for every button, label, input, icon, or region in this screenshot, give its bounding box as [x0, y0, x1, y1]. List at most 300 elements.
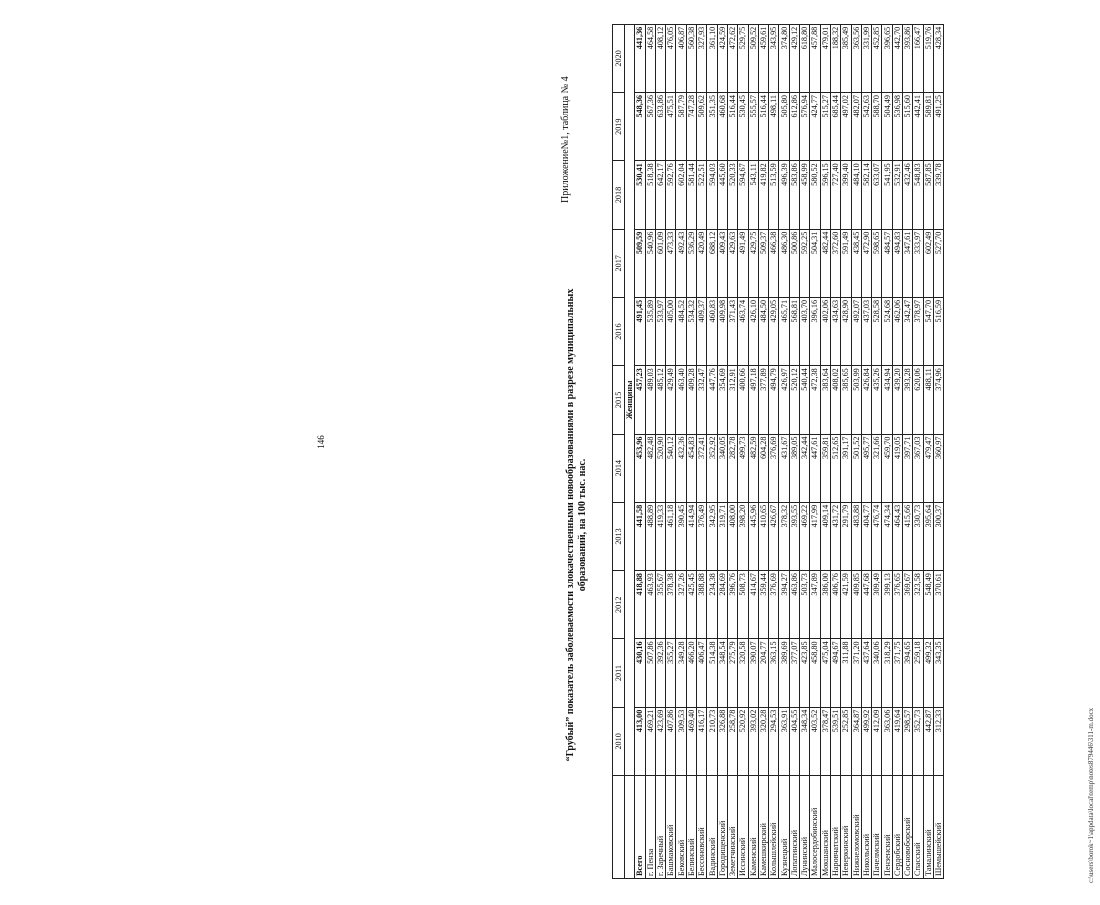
value-cell: 420,49	[697, 229, 707, 297]
table-row	[913, 24, 923, 878]
value-cell: 429,05	[769, 297, 779, 365]
value-cell: 403,52	[810, 707, 820, 775]
value-cell: 747,28	[686, 93, 696, 161]
value-cell: 402,06	[820, 297, 830, 365]
value-cell: 547,70	[923, 297, 933, 365]
value-cell: 533,97	[655, 297, 665, 365]
value-cell: 406,76	[830, 571, 840, 639]
header-blank-cell	[613, 776, 625, 879]
value-cell: 424,59	[717, 24, 727, 92]
table-row	[758, 24, 768, 878]
value-cell: 363,56	[851, 24, 861, 92]
value-cell: 441,58	[635, 502, 645, 570]
value-cell: 421,59	[841, 571, 851, 639]
value-cell: 354,69	[717, 366, 727, 434]
value-cell: 484,52	[676, 297, 686, 365]
value-cell: 548,36	[635, 93, 645, 161]
value-cell: 460,68	[717, 93, 727, 161]
value-cell: 528,58	[872, 297, 882, 365]
value-cell: 431,67	[779, 434, 789, 502]
table-row	[851, 24, 861, 878]
value-cell: 404,77	[861, 502, 871, 570]
value-cell: 447,61	[810, 434, 820, 502]
value-cell: 469,40	[686, 707, 696, 775]
value-cell: 405,00	[666, 297, 676, 365]
value-cell: 520,33	[727, 161, 737, 229]
value-cell: 383,64	[820, 366, 830, 434]
value-cell: 445,60	[717, 161, 727, 229]
value-cell: 445,96	[748, 502, 758, 570]
value-cell: 371,20	[851, 639, 861, 707]
value-cell: 530,41	[635, 161, 645, 229]
value-cell: 166,47	[913, 24, 923, 92]
value-cell: 592,25	[800, 229, 810, 297]
value-cell: 419,05	[892, 434, 902, 502]
value-cell: 426,67	[769, 502, 779, 570]
value-cell: 529,75	[738, 24, 748, 92]
value-cell: 394,27	[779, 571, 789, 639]
value-cell: 507,86	[645, 639, 655, 707]
value-cell: 439,20	[892, 366, 902, 434]
value-cell: 431,72	[830, 502, 840, 570]
row-name: Лопатинский	[789, 776, 799, 879]
value-cell: 601,09	[655, 229, 665, 297]
value-cell: 520,90	[655, 434, 665, 502]
value-cell: 464,58	[645, 24, 655, 92]
value-cell: 327,26	[676, 571, 686, 639]
value-cell: 474,34	[882, 502, 892, 570]
value-cell: 204,77	[758, 639, 768, 707]
value-cell: 485,12	[655, 366, 665, 434]
value-cell: 536,29	[686, 229, 696, 297]
value-cell: 482,44	[820, 229, 830, 297]
value-cell: 442,41	[913, 93, 923, 161]
row-name: Колышлейский	[769, 776, 779, 879]
table-row	[655, 24, 665, 878]
value-cell: 376,65	[892, 571, 902, 639]
value-cell: 498,11	[769, 93, 779, 161]
value-cell: 428,90	[841, 297, 851, 365]
value-cell: 592,76	[666, 161, 676, 229]
value-cell: 540,44	[800, 366, 810, 434]
row-name: Башмаковский	[666, 776, 676, 879]
year-header: 2012	[613, 571, 625, 639]
value-cell: 377,89	[758, 366, 768, 434]
value-cell: 371,75	[892, 639, 902, 707]
value-cell: 479,01	[820, 24, 830, 92]
value-cell: 409,85	[851, 571, 861, 639]
table-row	[841, 24, 851, 878]
value-cell: 514,38	[707, 639, 717, 707]
value-cell: 508,73	[738, 571, 748, 639]
value-cell: 417,99	[810, 502, 820, 570]
value-cell: 497,18	[748, 366, 758, 434]
value-cell: 540,12	[666, 434, 676, 502]
value-cell: 454,83	[686, 434, 696, 502]
value-cell: 425,45	[686, 571, 696, 639]
value-cell: 210,73	[707, 707, 717, 775]
value-cell: 378,47	[820, 707, 830, 775]
value-cell: 542,63	[861, 93, 871, 161]
value-cell: 486,30	[779, 229, 789, 297]
row-name: Камешкирский	[758, 776, 768, 879]
table-header-row	[613, 24, 625, 878]
value-cell: 469,21	[645, 707, 655, 775]
value-cell: 473,33	[666, 229, 676, 297]
value-cell: 519,76	[923, 24, 933, 92]
value-cell: 364,87	[851, 707, 861, 775]
value-cell: 532,91	[892, 161, 902, 229]
value-cell: 340,06	[872, 639, 882, 707]
year-header: 2019	[613, 93, 625, 161]
value-cell: 594,03	[707, 161, 717, 229]
table-row	[820, 24, 830, 878]
value-cell: 319,71	[717, 502, 727, 570]
value-cell: 399,40	[841, 161, 851, 229]
year-header: 2020	[613, 24, 625, 92]
value-cell: 291,79	[841, 502, 851, 570]
value-cell: 461,18	[666, 502, 676, 570]
row-name: Земетчинский	[727, 776, 737, 879]
value-cell: 612,86	[789, 93, 799, 161]
value-cell: 403,70	[800, 297, 810, 365]
value-cell: 509,59	[635, 229, 645, 297]
row-name: Каменский	[748, 776, 758, 879]
value-cell: 393,55	[789, 502, 799, 570]
table-row	[707, 24, 717, 878]
row-name: Кузнецкий	[779, 776, 789, 879]
table-body	[625, 24, 944, 878]
value-cell: 492,43	[676, 229, 686, 297]
table-row	[717, 24, 727, 878]
table-row	[779, 24, 789, 878]
table-row	[872, 24, 882, 878]
value-cell: 428,34	[933, 24, 943, 92]
row-name: Сосновоборский	[903, 776, 913, 879]
value-cell: 400,66	[738, 366, 748, 434]
value-cell: 685,44	[830, 93, 840, 161]
value-cell: 516,44	[758, 93, 768, 161]
morbidity-table	[612, 24, 944, 879]
value-cell: 378,97	[913, 297, 923, 365]
value-cell: 349,28	[676, 639, 686, 707]
value-cell: 378,38	[666, 571, 676, 639]
table-row	[676, 24, 686, 878]
value-cell: 582,14	[861, 161, 871, 229]
value-cell: 567,36	[645, 93, 655, 161]
value-cell: 409,14	[820, 502, 830, 570]
value-cell: 505,80	[779, 93, 789, 161]
table-row	[861, 24, 871, 878]
section-blank-cell	[625, 776, 635, 879]
value-cell: 434,94	[882, 366, 892, 434]
value-cell: 488,89	[645, 502, 655, 570]
year-header: 2018	[613, 161, 625, 229]
value-cell: 339,78	[933, 161, 943, 229]
value-cell: 476,05	[666, 24, 676, 92]
value-cell: 516,44	[727, 93, 737, 161]
value-cell: 484,50	[758, 297, 768, 365]
value-cell: 309,53	[676, 707, 686, 775]
year-header: 2010	[613, 707, 625, 775]
value-cell: 363,91	[779, 707, 789, 775]
value-cell: 494,67	[830, 639, 840, 707]
table-row	[903, 24, 913, 878]
value-cell: 583,86	[789, 161, 799, 229]
value-cell: 388,88	[697, 571, 707, 639]
row-name: г. Заречный	[655, 776, 665, 879]
value-cell: 475,04	[820, 639, 830, 707]
value-cell: 496,39	[779, 161, 789, 229]
value-cell: 548,49	[923, 571, 933, 639]
value-cell: 332,47	[697, 366, 707, 434]
value-cell: 463,86	[789, 571, 799, 639]
value-cell: 367,03	[913, 434, 923, 502]
value-cell: 515,60	[903, 93, 913, 161]
value-cell: 457,88	[810, 24, 820, 92]
value-cell: 435,26	[872, 366, 882, 434]
year-header: 2017	[613, 229, 625, 297]
value-cell: 460,83	[707, 297, 717, 365]
value-cell: 688,12	[707, 229, 717, 297]
value-cell: 386,00	[820, 571, 830, 639]
value-cell: 392,36	[655, 639, 665, 707]
table-row	[810, 24, 820, 878]
value-cell: 419,33	[655, 502, 665, 570]
value-cell: 520,12	[789, 366, 799, 434]
value-cell: 391,17	[841, 434, 851, 502]
value-cell: 598,65	[872, 229, 882, 297]
value-cell: 408,02	[830, 366, 840, 434]
value-cell: 413,00	[635, 707, 645, 775]
value-cell: 482,07	[851, 93, 861, 161]
value-cell: 509,62	[697, 93, 707, 161]
value-cell: 503,73	[800, 571, 810, 639]
value-cell: 359,81	[820, 434, 830, 502]
value-cell: 604,28	[758, 434, 768, 502]
value-cell: 489,03	[645, 366, 655, 434]
value-cell: 441,36	[635, 24, 645, 92]
value-cell: 587,85	[923, 161, 933, 229]
value-cell: 409,98	[717, 297, 727, 365]
value-cell: 484,10	[851, 161, 861, 229]
value-cell: 482,59	[748, 434, 758, 502]
value-cell: 259,18	[913, 639, 923, 707]
value-cell: 472,90	[861, 229, 871, 297]
table-row	[769, 24, 779, 878]
value-cell: 423,69	[655, 707, 665, 775]
value-cell: 437,03	[861, 297, 871, 365]
value-cell: 535,89	[645, 297, 655, 365]
value-cell: 479,47	[923, 434, 933, 502]
value-cell: 343,35	[933, 639, 943, 707]
value-cell: 371,43	[727, 297, 737, 365]
value-cell: 369,67	[903, 571, 913, 639]
value-cell: 530,45	[738, 93, 748, 161]
row-name: Мокшанский	[820, 776, 830, 879]
value-cell: 320,28	[758, 707, 768, 775]
value-cell: 581,44	[686, 161, 696, 229]
value-cell: 596,15	[820, 161, 830, 229]
table-title: “Грубый” показатель заболеваемости злокачественными новообразованиями в разрезе муниципальных образований, на 100 тыс. нас.	[565, 288, 588, 762]
value-cell: 458,99	[800, 161, 810, 229]
value-cell: 311,88	[841, 639, 851, 707]
value-cell: 234,38	[707, 571, 717, 639]
table-row	[748, 24, 758, 878]
value-cell: 518,38	[645, 161, 655, 229]
value-cell: 389,69	[779, 639, 789, 707]
value-cell: 323,58	[913, 571, 923, 639]
value-cell: 588,70	[872, 93, 882, 161]
year-header: 2014	[613, 434, 625, 502]
value-cell: 494,83	[892, 229, 902, 297]
value-cell: 504,31	[810, 229, 820, 297]
value-cell: 396,76	[727, 571, 737, 639]
value-cell: 414,67	[748, 571, 758, 639]
value-cell: 500,86	[789, 229, 799, 297]
value-cell: 501,52	[851, 434, 861, 502]
value-cell: 410,65	[758, 502, 768, 570]
value-cell: 432,46	[903, 161, 913, 229]
value-cell: 415,66	[903, 502, 913, 570]
row-name: Малосердобинский	[810, 776, 820, 879]
value-cell: 342,47	[903, 297, 913, 365]
row-name: Спасский	[913, 776, 923, 879]
row-name: Наровчатский	[830, 776, 840, 879]
value-cell: 475,51	[666, 93, 676, 161]
table-row	[697, 24, 707, 878]
value-cell: 419,82	[758, 161, 768, 229]
year-header: 2016	[613, 297, 625, 365]
value-cell: 543,11	[748, 161, 758, 229]
value-cell: 363,06	[882, 707, 892, 775]
value-cell: 393,86	[903, 24, 913, 92]
file-path: c:\users\borok~1\appdata\local\temp\notes879446\311-m.docx	[1087, 707, 1095, 883]
value-cell: 398,20	[738, 502, 748, 570]
value-cell: 294,53	[769, 707, 779, 775]
value-cell: 355,67	[655, 571, 665, 639]
row-name: Шемышейский	[933, 776, 943, 879]
value-cell: 509,52	[748, 24, 758, 92]
value-cell: 589,81	[923, 93, 933, 161]
value-cell: 408,00	[727, 502, 737, 570]
value-cell: 347,61	[903, 229, 913, 297]
value-cell: 342,95	[707, 502, 717, 570]
value-cell: 327,93	[697, 24, 707, 92]
value-cell: 418,88	[635, 571, 645, 639]
value-cell: 390,45	[676, 502, 686, 570]
page-number: 146	[315, 435, 326, 449]
value-cell: 434,63	[830, 297, 840, 365]
value-cell: 426,84	[861, 366, 871, 434]
table-row	[686, 24, 696, 878]
value-cell: 524,68	[882, 297, 892, 365]
row-name: Вадинский	[707, 776, 717, 879]
value-cell: 404,55	[789, 707, 799, 775]
value-cell: 282,78	[727, 434, 737, 502]
value-cell: 462,06	[892, 297, 902, 365]
table-row	[882, 24, 892, 878]
value-cell: 429,63	[727, 229, 737, 297]
value-cell: 522,51	[697, 161, 707, 229]
value-cell: 408,12	[655, 24, 665, 92]
value-cell: 363,15	[769, 639, 779, 707]
value-cell: 488,11	[923, 366, 933, 434]
value-cell: 568,81	[789, 297, 799, 365]
value-cell: 727,40	[830, 161, 840, 229]
value-cell: 438,45	[851, 229, 861, 297]
value-cell: 430,16	[635, 639, 645, 707]
value-cell: 340,05	[717, 434, 727, 502]
value-cell: 407,86	[666, 707, 676, 775]
row-name: Лунинский	[800, 776, 810, 879]
value-cell: 536,98	[892, 93, 902, 161]
value-cell: 326,88	[717, 707, 727, 775]
rotated-page-content	[560, 3, 1100, 893]
value-cell: 374,80	[779, 24, 789, 92]
row-name: Нижнеломовский	[851, 776, 861, 879]
value-cell: 312,33	[933, 707, 943, 775]
value-cell: 321,66	[872, 434, 882, 502]
value-cell: 396,65	[882, 24, 892, 92]
value-cell: 343,95	[769, 24, 779, 92]
value-cell: 620,06	[913, 366, 923, 434]
value-cell: 320,58	[738, 639, 748, 707]
value-cell: 312,91	[727, 366, 737, 434]
value-cell: 309,49	[872, 571, 882, 639]
value-cell: 442,70	[892, 24, 902, 92]
value-cell: 396,16	[810, 297, 820, 365]
row-name: Никольский	[861, 776, 871, 879]
value-cell: 580,52	[810, 161, 820, 229]
value-cell: 466,38	[769, 229, 779, 297]
value-cell: 463,40	[676, 366, 686, 434]
value-cell: 348,54	[717, 639, 727, 707]
value-cell: 459,70	[882, 434, 892, 502]
value-cell: 300,37	[933, 502, 943, 570]
value-cell: 424,77	[810, 93, 820, 161]
value-cell: 458,80	[810, 639, 820, 707]
value-cell: 483,88	[851, 502, 861, 570]
value-cell: 352,92	[707, 434, 717, 502]
value-cell: 466,20	[686, 639, 696, 707]
value-cell: 503,99	[851, 366, 861, 434]
value-cell: 513,59	[769, 161, 779, 229]
value-cell: 463,74	[738, 297, 748, 365]
value-cell: 491,25	[933, 93, 943, 161]
value-cell: 397,71	[903, 434, 913, 502]
value-cell: 540,96	[645, 229, 655, 297]
value-cell: 370,61	[933, 571, 943, 639]
value-cell: 385,65	[841, 366, 851, 434]
value-cell: 499,32	[923, 639, 933, 707]
value-cell: 499,73	[738, 434, 748, 502]
value-cell: 409,28	[686, 366, 696, 434]
section-row	[625, 24, 635, 878]
value-cell: 447,76	[707, 366, 717, 434]
value-cell: 406,47	[697, 639, 707, 707]
value-cell: 393,02	[748, 707, 758, 775]
value-cell: 527,70	[933, 229, 943, 297]
value-cell: 331,99	[861, 24, 871, 92]
row-name: Бессоновский	[697, 776, 707, 879]
value-cell: 463,93	[645, 571, 655, 639]
row-name: Тамалинский	[923, 776, 933, 879]
table-row	[727, 24, 737, 878]
value-cell: 399,13	[882, 571, 892, 639]
row-name: Городищенский	[717, 776, 727, 879]
value-cell: 395,64	[923, 502, 933, 570]
